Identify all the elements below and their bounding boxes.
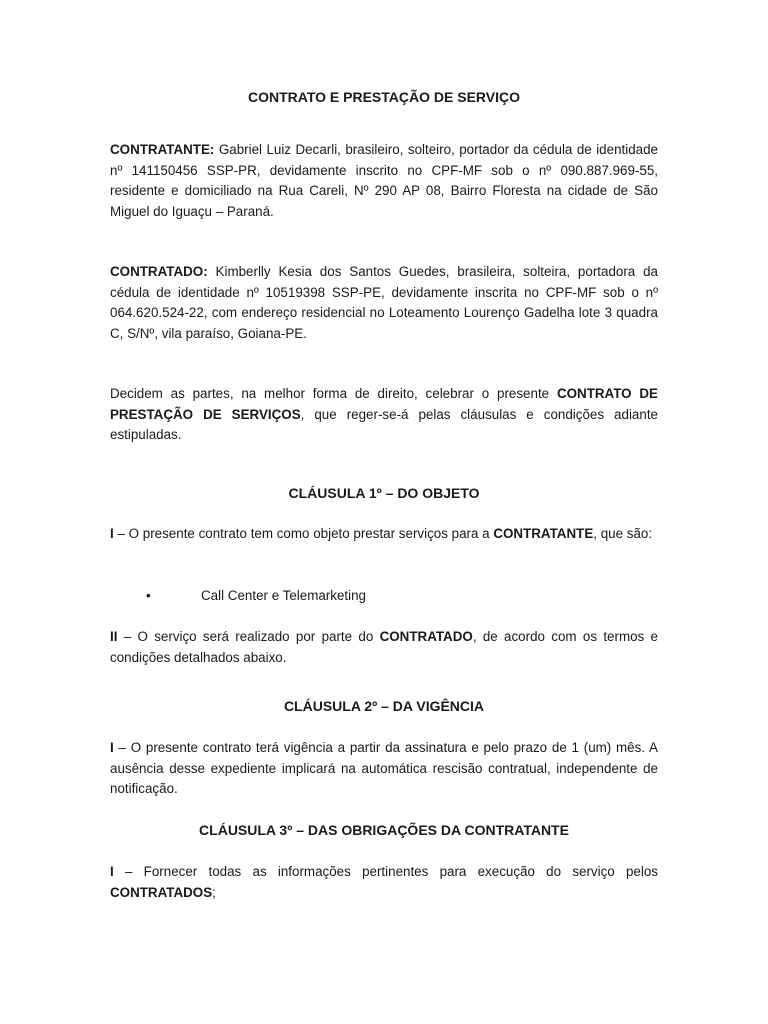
contratado-text: Kimberlly Kesia dos Santos Guedes, brasileira, solteira, portadora da cédula de identidade nº 10519398 SSP-PE, devidamente inscrita no CPF-MF sob o nº 064.620.524-22, com endereço residencial no Loteamento Lourenço Gadelha lote 3 quadra C, S/Nº, vila paraíso, Goiana-PE.	[110, 264, 658, 341]
contratante-text: Gabriel Luiz Decarli, brasileiro, solteiro, portador da cédula de identidade nº 141150456 SSP-PR, devidamente inscrito no CPF-MF sob o nº 090.887.969-55, residente e domiciliado na Rua Careli, Nº 290 AP 08, Bairro Floresta na cidade de São Miguel do Iguaçu – Paraná.	[110, 142, 658, 219]
clausula1-item2-text-before: – O serviço será realizado por parte do	[117, 629, 380, 644]
bullet-list-item	[110, 586, 658, 606]
contratado-paragraph	[110, 262, 658, 344]
clausula2-item1-numeral: I	[110, 740, 114, 755]
decidem-bold: CONTRATO DE PRESTAÇÃO DE SERVIÇOS	[110, 386, 658, 422]
clausula2-item1	[110, 738, 658, 800]
clausula3-item1-text-before: – Fornecer todas as informações pertinentes para execução do serviço pelos	[113, 864, 658, 879]
clausula1-item1-numeral: I	[110, 526, 114, 541]
clausula2-heading: CLÁUSULA 2º – DA VIGÊNCIA	[283, 698, 485, 714]
bullet-item-text: Call Center e Telemarketing	[201, 588, 366, 603]
clausula1-item2-bold: CONTRATADO	[379, 629, 473, 644]
clausula1-item1-bold: CONTRATANTE	[493, 526, 594, 541]
contratante-label: CONTRATANTE:	[110, 142, 215, 157]
clausula3-item1-text-after: ;	[212, 884, 216, 900]
decidem-text-before: Decidem as partes, na melhor forma de direito, celebrar o presente	[110, 386, 557, 401]
clausula2-item1-text: – O presente contrato terá vigência a partir da assinatura e pelo prazo de 1 (um) mês. A ausência desse expediente implicará na automática rescisão contratual, independente de notificação.	[110, 740, 658, 796]
clausula1-item1-text-after: , que são:	[593, 526, 653, 541]
bullet-icon: •	[146, 588, 151, 603]
clausula1-item2-text-after: , de acordo com os termos e condições detalhados abaixo.	[110, 629, 658, 665]
contratado-label: CONTRATADO:	[110, 264, 208, 279]
clausula1-heading: CLÁUSULA 1º – DO OBJETO	[288, 485, 480, 501]
decidem-paragraph	[110, 384, 658, 446]
decidem-text-after: , que reger-se-á pelas cláusulas e condições adiante estipuladas.	[110, 406, 658, 442]
document-title: CONTRATO E PRESTAÇÃO DE SERVIÇO	[248, 89, 520, 105]
clausula3-heading: CLÁUSULA 3º – DAS OBRIGAÇÕES DA CONTRATANTE	[199, 822, 569, 838]
contratante-paragraph	[110, 140, 658, 222]
clausula3-item1-numeral: I	[110, 864, 114, 879]
clausula1-item2	[110, 627, 658, 668]
clausula1-item2-numeral: II	[110, 629, 118, 644]
clausula1-item1	[110, 524, 658, 545]
clausula1-item1-text-before: – O presente contrato tem como objeto prestar serviços para a	[113, 526, 494, 541]
clausula3-item1	[110, 862, 658, 903]
clausula3-item1-bold: CONTRATADOS	[110, 884, 213, 900]
